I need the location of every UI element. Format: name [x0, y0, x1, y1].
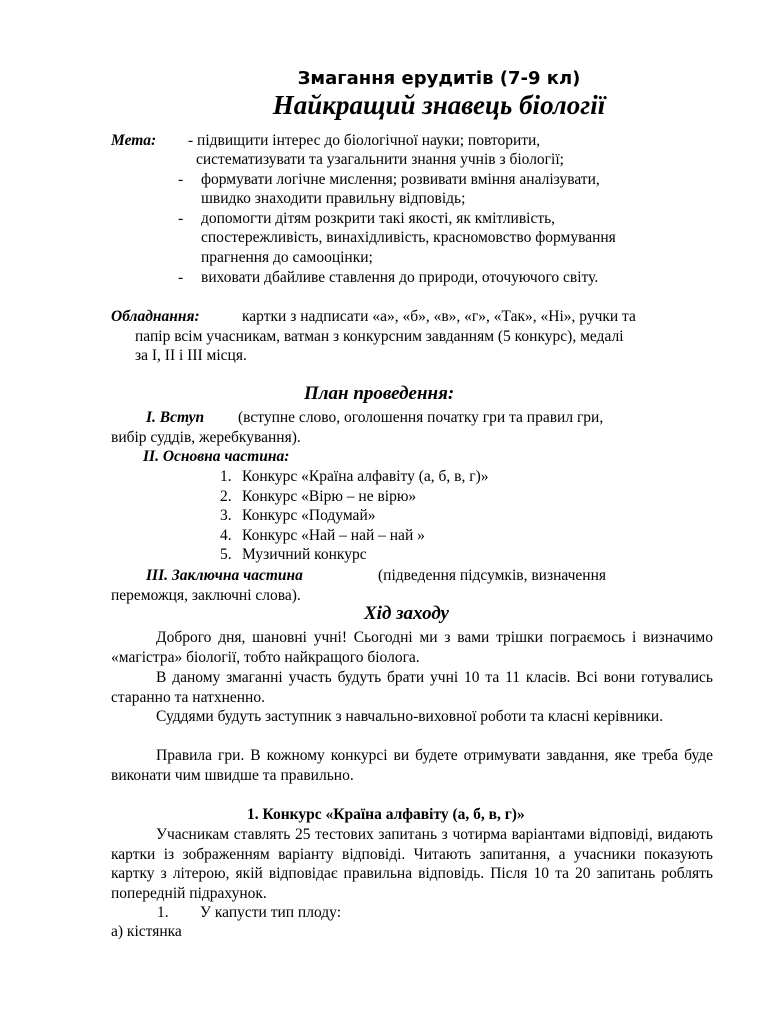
- goal-line-1: - підвищити інтерес до біологічної науки; повторити,: [188, 132, 541, 149]
- equipment-line-3: за І, ІІ і ІІІ місця.: [135, 347, 247, 364]
- plan-intro-text-2: вибір суддів, жеребкування).: [111, 429, 301, 446]
- event-title: Змагання ерудитів (7-9 кл): [297, 68, 581, 89]
- plan-intro-label: І. Вступ: [146, 409, 205, 426]
- goal-line-2: систематизувати та узагальнити знання учнів з біології;: [196, 151, 564, 168]
- goal-bullet-2: -: [178, 171, 184, 188]
- goal-line-8: виховати дбайливе ставлення до природи, оточуючого світу.: [201, 269, 599, 286]
- goal-bullet-3: -: [178, 210, 184, 227]
- goal-bullet-4: -: [178, 269, 184, 286]
- course-paragraph-3: Суддями будуть заступник з навчально-виховної роботи та класні керівники.: [156, 708, 664, 725]
- goal-line-6: спостережливість, винахідливість, красномовство формування: [201, 229, 616, 246]
- list-item: 5. Музичний конкурс: [220, 546, 367, 563]
- plan-final-label: ІІІ. Заключна частина: [146, 567, 303, 584]
- question-1-number: 1.: [157, 904, 169, 921]
- list-item: 3. Конкурс «Подумай»: [220, 507, 376, 524]
- course-paragraph-1: Доброго дня, шановні учні! Сьогодні ми з вами трішки пограємось і визначимо «магістра» біології, тобто найкращого біолога.: [111, 629, 713, 666]
- equipment-line-2: папір всім учасникам, ватман з конкурсним завданням (5 конкурс), медалі: [135, 328, 624, 345]
- goal-line-3: формувати логічне мислення; розвивати вміння аналізувати,: [201, 171, 600, 188]
- goal-line-4: швидко знаходити правильну відповідь;: [201, 190, 466, 207]
- plan-final-text-2: переможця, заключні слова).: [111, 587, 301, 604]
- course-paragraph-2: В даному змаганні участь будуть брати учні 10 та 11 класів. Всі вони готувались старанно та натхненно.: [111, 669, 713, 706]
- equipment-label: Обладнання:: [111, 308, 200, 325]
- goal-line-7: прагнення до самооцінки;: [201, 249, 373, 266]
- list-item: 1. Конкурс «Країна алфавіту (а, б, в, г)»: [220, 468, 489, 485]
- question-1-text: У капусти тип плоду:: [200, 904, 341, 921]
- plan-heading: План проведення:: [304, 383, 455, 404]
- equipment-line-1: картки з надписати «а», «б», «в», «г», «Так», «Ні», ручки та: [242, 308, 636, 325]
- event-subtitle: Найкращий знавець біології: [272, 90, 606, 120]
- course-heading: Хід заходу: [364, 603, 449, 624]
- plan-main-label: ІІ. Основна частина:: [143, 448, 290, 465]
- list-item: 2. Конкурс «Вірю – не вірю»: [220, 487, 417, 505]
- plan-contest-list: [220, 467, 489, 565]
- goal-line-5: допомогти дітям розкрити такі якості, як кмітливість,: [201, 210, 556, 227]
- list-item: 4. Конкурс «Най – най – най »: [220, 526, 425, 544]
- plan-final-text: (підведення підсумків, визначення: [378, 567, 607, 584]
- question-1-answer-a: а) кістянка: [111, 923, 182, 940]
- contest-1-paragraph: Учасникам ставлять 25 тестових запитань з чотирма варіантами відповіді, видають картки із зображенням варіанту відповіді. Читають запитання, а учасники показують картку з літерою, якій відповідає правильна відповідь. Після 10 та 20 запитань роблять попередній підрахунок.: [111, 826, 713, 902]
- goal-label: Мета:: [111, 132, 157, 149]
- plan-intro-text: (вступне слово, оголошення початку гри та правил гри,: [238, 409, 604, 426]
- contest-1-heading: 1. Конкурс «Країна алфавіту (а, б, в, г)»: [247, 806, 525, 823]
- course-paragraph-4: Правила гри. В кожному конкурсі ви будете отримувати завдання, яке треба буде виконати чим швидше та правильно.: [111, 747, 713, 784]
